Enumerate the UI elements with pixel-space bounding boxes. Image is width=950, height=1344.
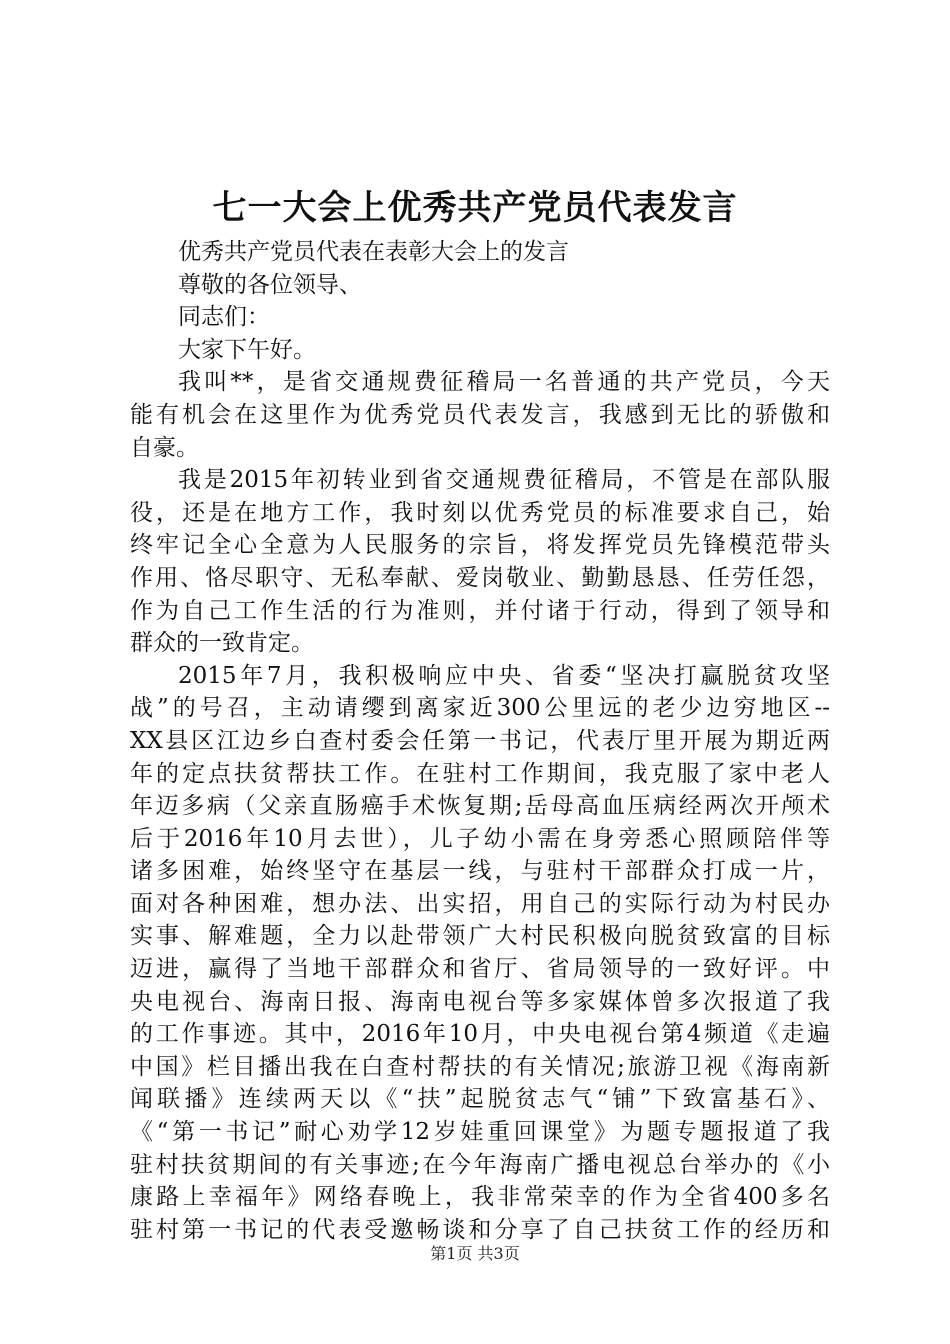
body-text-line: 年的定点扶贫帮扶工作。在驻村工作期间，我克服了家中老人 — [130, 760, 830, 787]
document-title: 七一大会上优秀共产党员代表发言 — [212, 188, 738, 228]
body-text-line: 我叫**，是省交通规费征稽局一名普通的共产党员，今天 — [178, 369, 830, 396]
body-text-line: 驻村第一书记的代表受邀畅谈和分享了自己扶贫工作的经历和 — [130, 1216, 830, 1243]
body-text-line: 迈进，赢得了当地干部群众和省厅、省局领导的一致好评。中 — [130, 956, 830, 983]
body-text-line: XX县区江边乡白查村委会任第一书记，代表厅里开展为期近两 — [130, 727, 830, 754]
body-text-line: 2015年7月，我积极响应中央、省委“坚决打赢脱贫攻坚 — [178, 662, 830, 689]
body-text-line: 驻村扶贫期间的有关事迹;在今年海南广播电视总台举办的《小 — [130, 1151, 830, 1178]
body-text-line: 同志们： — [178, 304, 270, 331]
body-text-line: 作为自己工作生活的行为准则，并付诸于行动，得到了领导和 — [130, 597, 830, 624]
body-text-line: 年迈多病（父亲直肠癌手术恢复期;岳母高血压病经两次开颅术 — [130, 793, 830, 820]
body-text-line: 战”的号召，主动请缨到离家近300公里远的老少边穷地区-- — [130, 695, 830, 722]
body-text-line: 能有机会在这里作为优秀党员代表发言，我感到无比的骄傲和 — [130, 401, 830, 428]
page-footer: 第1页 共3页 — [430, 1244, 520, 1263]
body-text-line: 作用、恪尽职守、无私奉献、爱岗敬业、勤勤恳恳、任劳任怨， — [130, 564, 830, 591]
body-text-line: 的工作事迹。其中，2016年10月，中央电视台第4频道《走遍 — [130, 1021, 830, 1048]
body-text-line: 闻联播》连续两天以《“扶”起脱贫志气“铺”下致富基石》、 — [130, 1086, 830, 1113]
body-text-line: 役，还是在地方工作，我时刻以优秀党员的标准要求自己，始 — [130, 499, 830, 526]
body-text-line: 康路上幸福年》网络春晚上，我非常荣幸的作为全省400多名 — [130, 1184, 830, 1211]
body-text-line: 我是2015年初转业到省交通规费征稽局，不管是在部队服 — [178, 467, 830, 494]
body-text-line: 群众的一致肯定。 — [130, 630, 314, 657]
body-text-line: 《“第一书记”耐心劝学12岁娃重回课堂》为题专题报道了我 — [130, 1119, 830, 1146]
body-text-line: 尊敬的各位领导、 — [178, 271, 362, 298]
body-text-line: 面对各种困难，想办法、出实招，用自己的实际行动为村民办 — [130, 890, 830, 917]
body-text-line: 终牢记全心全意为人民服务的宗旨，将发挥党员先锋模范带头 — [130, 532, 830, 559]
body-text-line: 自豪。 — [130, 434, 199, 461]
document-body — [130, 236, 830, 1246]
body-text-line: 实事、解难题，全力以赴带领广大村民积极向脱贫致富的目标 — [130, 923, 830, 950]
body-text-line: 央电视台、海南日报、海南电视台等多家媒体曾多次报道了我 — [130, 988, 830, 1015]
body-text-line: 中国》栏目播出我在白查村帮扶的有关情况;旅游卫视《海南新 — [130, 1053, 830, 1080]
body-text-line: 优秀共产党员代表在表彰大会上的发言 — [178, 239, 569, 265]
body-text-line: 诸多困难，始终坚守在基层一线，与驻村干部群众打成一片， — [130, 858, 830, 885]
body-text-line: 大家下午好。 — [178, 336, 316, 363]
body-text-line: 后于2016年10月去世），儿子幼小需在身旁悉心照顾陪伴等 — [130, 825, 830, 852]
